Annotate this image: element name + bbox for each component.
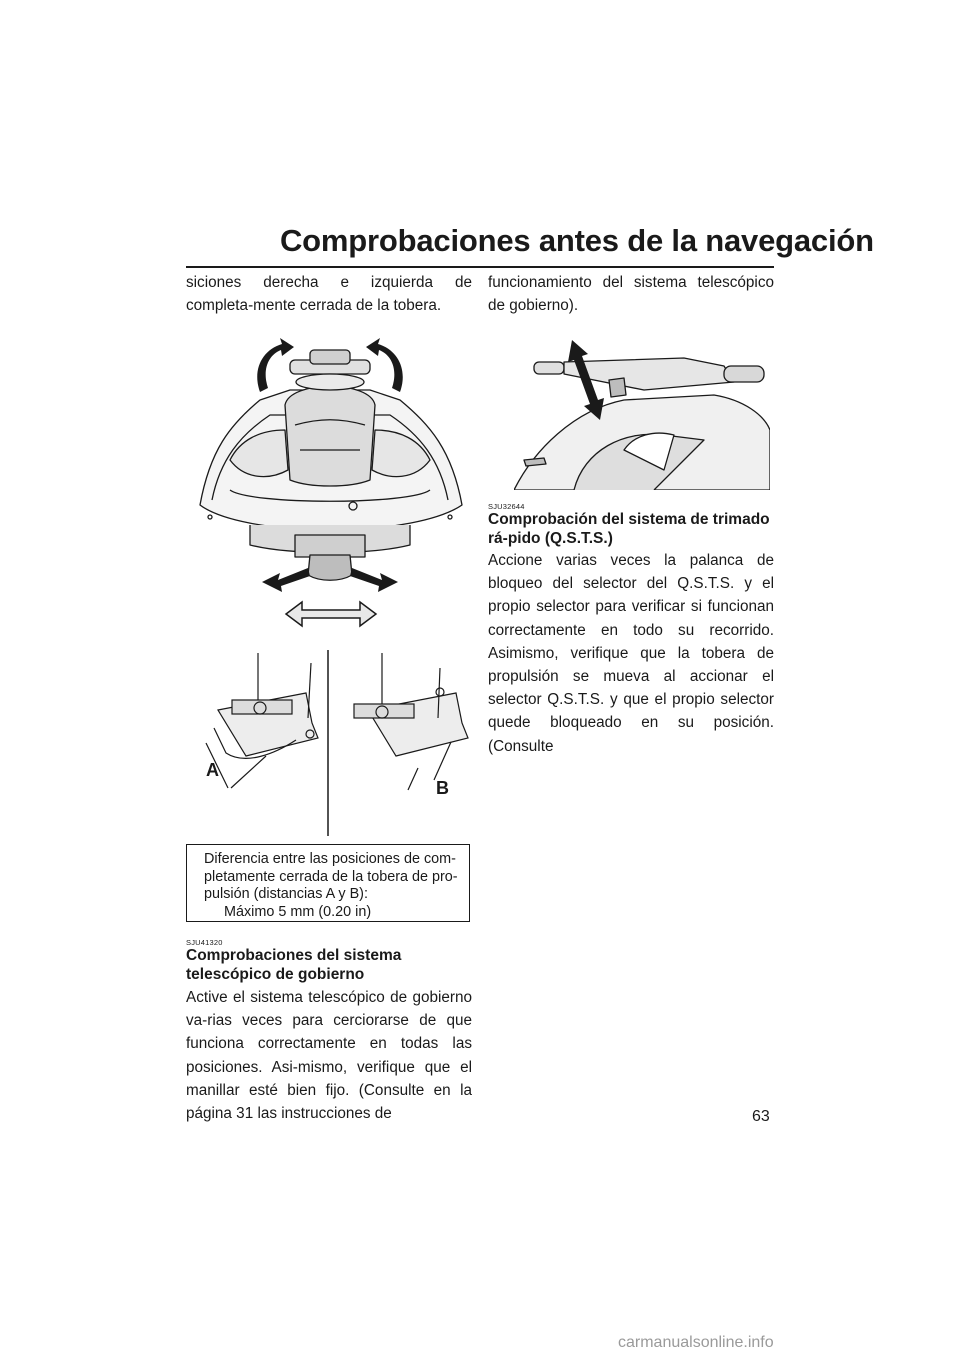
nozzle-distance-figure <box>186 648 470 836</box>
section-heading-left: Comprobaciones del sistema telescópico de gobierno <box>186 947 402 983</box>
page-title: Comprobaciones antes de la navegación <box>280 223 874 258</box>
intro-text-right: funcionamiento del sistema telescópico de gobierno). <box>488 274 774 315</box>
section-body-right: Accione varias veces la palanca de bloqueo del selector del Q.S.T.S. y el propio selector para verificar si funcionan correctamente en todo su recorrido. Asimismo, verifique que la tobera de propulsión se mueva al accionar el selector Q.S.T.S. y que el propio selector quede bloqueado en su posición. (Consulte <box>488 552 774 755</box>
section-code-right: SJU32644 <box>488 502 525 511</box>
page-number: 63 <box>752 1108 770 1125</box>
steering-overview-illustration <box>190 330 470 630</box>
spec-value: Máximo 5 mm (0.20 in) <box>224 903 372 920</box>
watermark[interactable]: carmanualsonline.info <box>618 1334 774 1351</box>
intro-text-left: siciones derecha e izquierda de completa-mente cerrada de la tobera. <box>186 274 472 315</box>
title-rule <box>186 266 774 268</box>
section-code-left: SJU41320 <box>186 938 223 947</box>
label-a: A <box>206 760 219 780</box>
spec-box <box>186 844 470 922</box>
section-heading-right: Comprobación del sistema de trimado rá-pido (Q.S.T.S.) <box>488 511 770 547</box>
label-b: B <box>436 778 449 798</box>
handlebar-adjust-illustration <box>514 340 770 490</box>
section-body-left: Active el sistema telescópico de gobierno va-rias veces para cerciorarse de que funciona correctamente en todas las posiciones. Asi-mismo, verifique que el manillar esté bien fijo. (Consulte en la página 31 las instrucciones de <box>186 989 472 1123</box>
spec-text: Diferencia entre las posiciones de com-pletamente cerrada de la tobera de pro-pulsión (distancias A y B): <box>204 851 458 902</box>
